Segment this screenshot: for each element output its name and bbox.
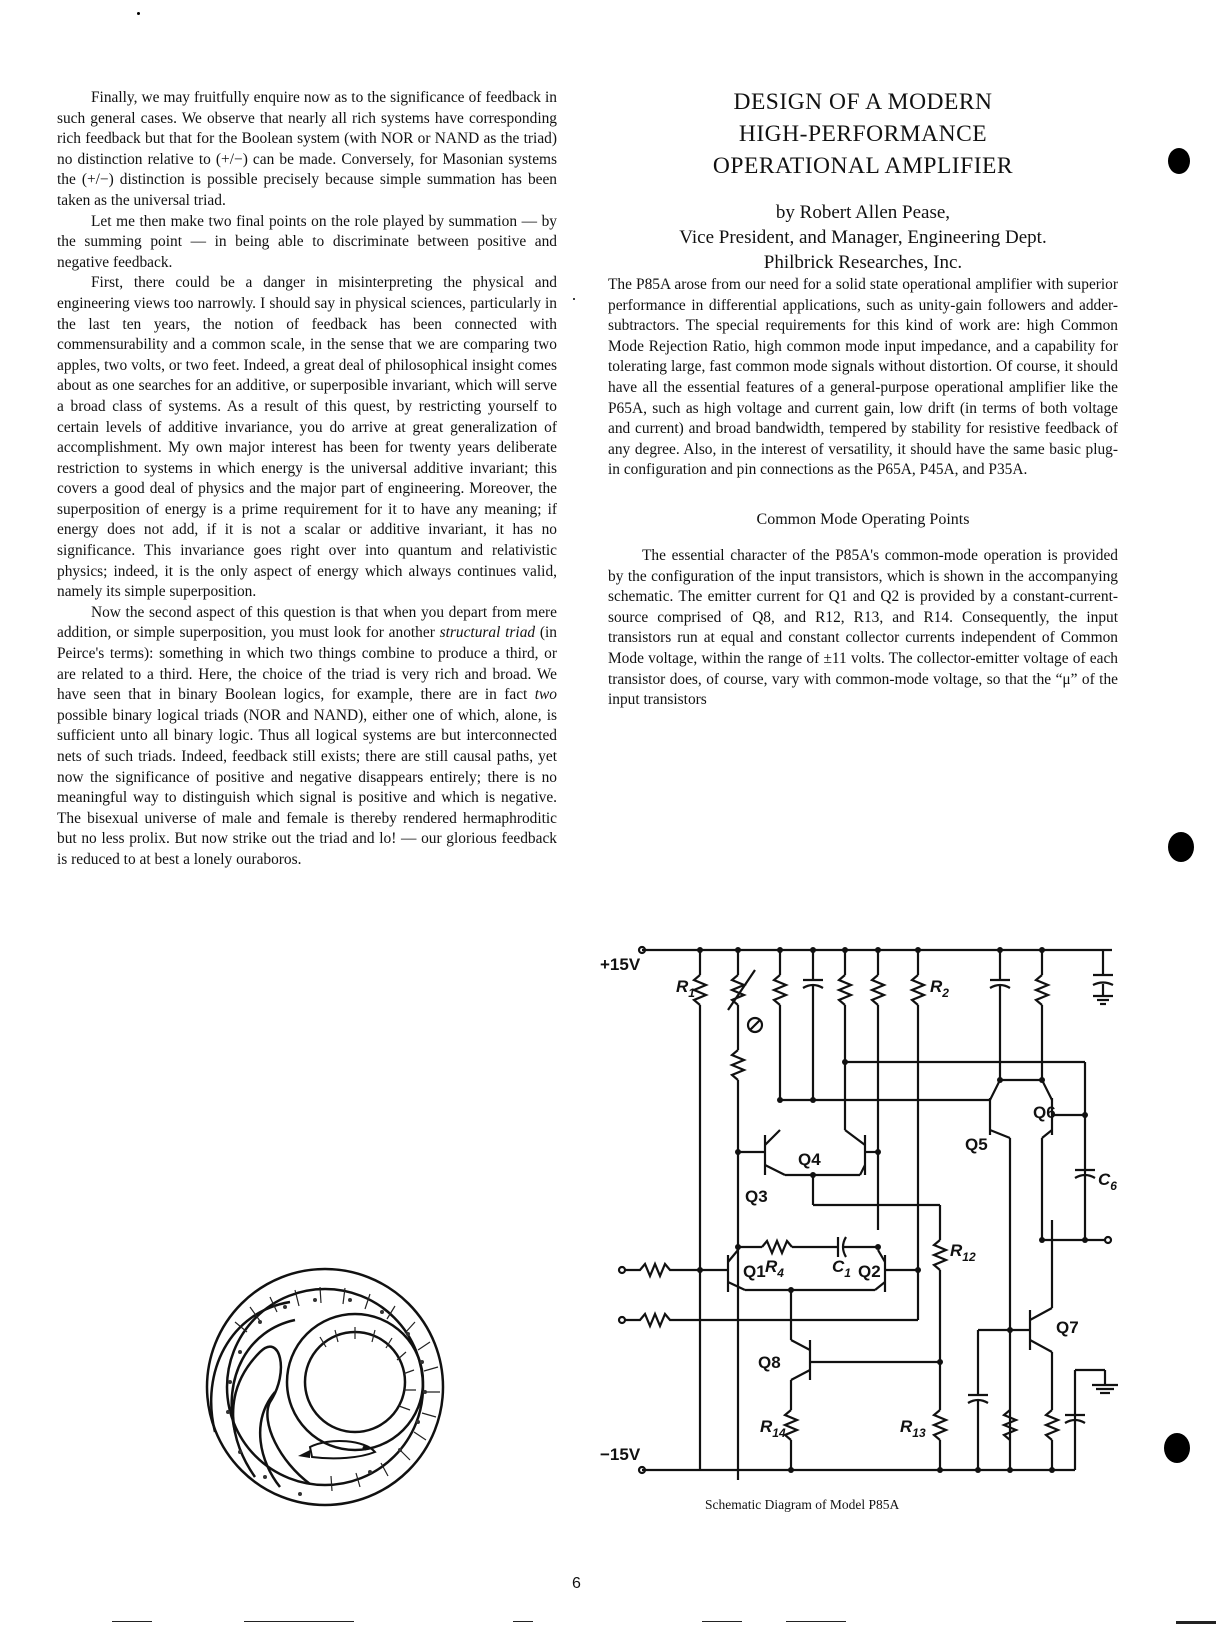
svg-text:R12 <box>950 1241 976 1264</box>
subscript: 13 <box>912 1426 926 1440</box>
label-q5: Q5 <box>965 1135 988 1154</box>
label-q7: Q7 <box>1056 1318 1079 1337</box>
label-q4: Q4 <box>798 1150 821 1169</box>
label-c1: C <box>832 1257 845 1276</box>
svg-text:C6 <box>1098 1170 1117 1193</box>
title-line: DESIGN OF A MODERN <box>733 89 993 115</box>
scan-mark <box>702 1621 742 1622</box>
scan-mark <box>112 1621 152 1622</box>
label-q3: Q3 <box>745 1187 768 1206</box>
label-minus15v: −15V <box>600 1445 641 1464</box>
scan-mark <box>513 1621 533 1622</box>
label-r4: R <box>765 1257 778 1276</box>
label-r1: R <box>676 977 689 996</box>
label-q1: Q1 <box>743 1262 766 1281</box>
svg-text:R2 <box>930 977 949 1000</box>
byline <box>608 200 1118 275</box>
label-q6: Q6 <box>1033 1103 1056 1122</box>
article-title <box>608 86 1118 182</box>
subscript: 14 <box>772 1426 786 1440</box>
text-run: (in Peirce's terms): something in which two things combine to produce a third, or are related to a third. Here, the choice of the triad is very rich and broad. We have seen that in binary Boolean logics, for example, there are in fact <box>57 624 557 704</box>
punch-hole <box>1168 832 1194 862</box>
stray-mark <box>137 12 140 15</box>
right-column <box>608 86 1118 711</box>
scan-mark <box>244 1621 354 1622</box>
paragraph: The essential character of the P85A's common-mode operation is provided by the configuration of the input transistors, which is shown in the accompanying schematic. The emitter current for Q1 and Q2 is provided by a constant-current-source comprised of Q8, and R12, R13, and R14. Consequently, the input transistors run at equal and constant collector currents independent of Common Mode voltage, within the range of ±11 volts. The collector-emitter voltage of each transistor does, of course, vary with common-mode voltage, so that the “μ” of the input transistors <box>608 546 1118 709</box>
page-number: 6 <box>572 1575 581 1592</box>
svg-text:R13 <box>900 1417 926 1440</box>
svg-text:C1 <box>832 1257 851 1280</box>
author-name: by Robert Allen Pease, <box>775 202 951 223</box>
label-q8: Q8 <box>758 1353 781 1372</box>
italic-text: two <box>534 686 557 704</box>
label-r12: R <box>950 1241 963 1260</box>
subscript: 2 <box>942 986 949 1000</box>
subscript: 1 <box>844 1266 851 1280</box>
ouroboros-illustration <box>160 1262 470 1512</box>
text-run: Now the second aspect of this question is that when you depart from mere addition, or simple superposition, you must look for another <box>57 603 557 642</box>
left-column <box>57 88 557 871</box>
scan-mark <box>786 1621 846 1622</box>
subscript: 1 <box>688 986 695 1000</box>
abstract-paragraph: The P85A arose from our need for a solid state operational amplifier with superior performance in differential applications, such as unity-gain followers and adder-subtractors. The special requirements for this kind of work are: high Common Mode Rejection Ratio, high common mode input impedance, and a capability for tolerating large, fast common mode signals without distortion. Of course, it should have all the essential features of a general-purpose operational amplifier like the P65A, such as high voltage and current gain, low drift (in terms of both voltage and current) and broad bandwidth, tempered by stability for resistive feedback of any degree. Also, in the interest of versatility, it should have the same basic plug-in configuration and pin connections as the P65A, P45A, and P35A. <box>608 276 1118 479</box>
paragraph: First, there could be a danger in misinterpreting the physical and engineering views too narrowly. I should say in physical sciences, particularly in the last ten years, the notion of feedback has been connected with commensurability and a common scale, in the sense that we are comparing two apples, two volts, or two feet. Indeed, a great deal of philosophical insight comes about as one searches for an additive, or superposible invariant, which will serve a broad class of systems. As a result of this quest, by restricting yourself to certain levels of additive invariance, you do arrive at great generalization of accomplishment. My own major interest has been for twenty years deliberate restriction to systems in which energy is the universal additive invariant; this covers a good deal of physics and the major part of engineering. Moreover, the superposition of energy is a prime requirement for it to have any meaning; if energy does not add, if it is not a scalar or additive invariant, it has no significance. This invariance goes right over into quantum and relativistic physics; indeed, it is the only aspect of energy which always continues valid, namely its simple superposition. <box>57 274 557 601</box>
punch-hole <box>1164 1433 1190 1463</box>
svg-text:R4 <box>765 1257 784 1280</box>
figure-caption: Schematic Diagram of Model P85A <box>705 1497 900 1512</box>
paragraph: Let me then make two final points on the role played by summation — by the summing point — in being able to discriminate between positive and negative feedback. <box>57 212 557 271</box>
label-c6: C <box>1098 1170 1111 1189</box>
author-title: Vice President, and Manager, Engineering Dept. <box>679 227 1047 248</box>
label-r14: R <box>760 1417 773 1436</box>
label-r2: R <box>930 977 943 996</box>
subscript: 4 <box>777 1266 784 1280</box>
punch-hole <box>1168 148 1190 174</box>
stray-mark <box>573 298 575 300</box>
paragraph <box>57 603 557 871</box>
text-run: possible binary logical triads (NOR and NAND), either one of which, alone, is sufficient unto all binary logic. Thus all logical systems are but interconnected nets of such triads. Indeed, feedback still exists; there are still causal paths, yet now the significance of positive and negative disappears entirely; there is no meaningful way to distinguish which signal is positive and which is negative. The bisexual universe of male and female is thereby rendered hermaphroditic but no less prolix. But now strike out the triad and lo! — our glorious feedback is reduced to at best a lonely ouraboros. <box>57 706 557 868</box>
title-line: OPERATIONAL AMPLIFIER <box>712 153 1014 179</box>
section-heading: Common Mode Operating Points <box>756 510 970 528</box>
subscript: 12 <box>962 1250 976 1264</box>
paragraph: Finally, we may fruitfully enquire now as to the significance of feedback in such general cases. We observe that nearly all rich systems have corresponding rich feedback but that for the Boolean system (with NOR or NAND as the triad) no distinction relative to (+/−) can be made. Conversely, for Masonian systems the (+/−) distinction is possible precisely because simple summation has been taken as the universal triad. <box>57 89 557 209</box>
italic-text: structural triad <box>439 624 536 642</box>
author-affiliation: Philbrick Researches, Inc. <box>763 252 963 273</box>
scan-mark <box>1176 1621 1216 1624</box>
svg-text:R14 <box>760 1417 786 1440</box>
title-line: HIGH-PERFORMANCE <box>738 121 988 147</box>
label-plus15v: +15V <box>600 955 641 974</box>
subscript: 6 <box>1110 1179 1117 1193</box>
label-r13: R <box>900 1417 913 1436</box>
label-q2: Q2 <box>858 1262 881 1281</box>
schematic-diagram <box>600 940 1120 1480</box>
